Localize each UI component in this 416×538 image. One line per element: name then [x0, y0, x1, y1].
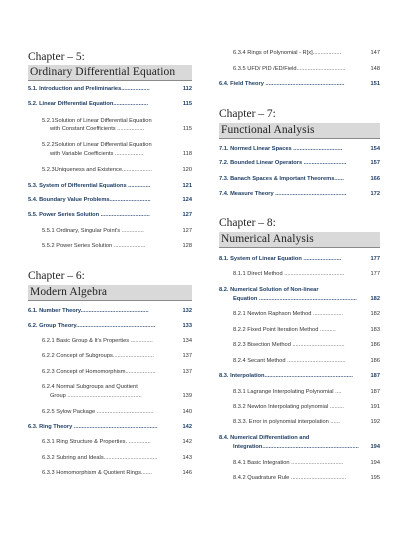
chapter-6-title-bar [28, 285, 192, 301]
chapter-7-label: Chapter – 7: [219, 108, 276, 120]
chapter-5-title-bar [28, 65, 192, 81]
chapter-8-label: Chapter – 8: [219, 217, 276, 229]
chapter-8-title-bar [219, 232, 380, 248]
chapter-8-title: Numerical Analysis [221, 233, 314, 245]
chapter-7-title: Functional Analysis [221, 124, 315, 136]
chapter-6-label: Chapter – 6: [28, 270, 85, 282]
chapter-6-title: Modern Algebra [30, 286, 108, 298]
chapter-7-title-bar [219, 123, 380, 139]
chapter-5-title: Ordinary Differential Equation [30, 66, 176, 78]
chapter-5-label: Chapter – 5: [28, 51, 85, 63]
